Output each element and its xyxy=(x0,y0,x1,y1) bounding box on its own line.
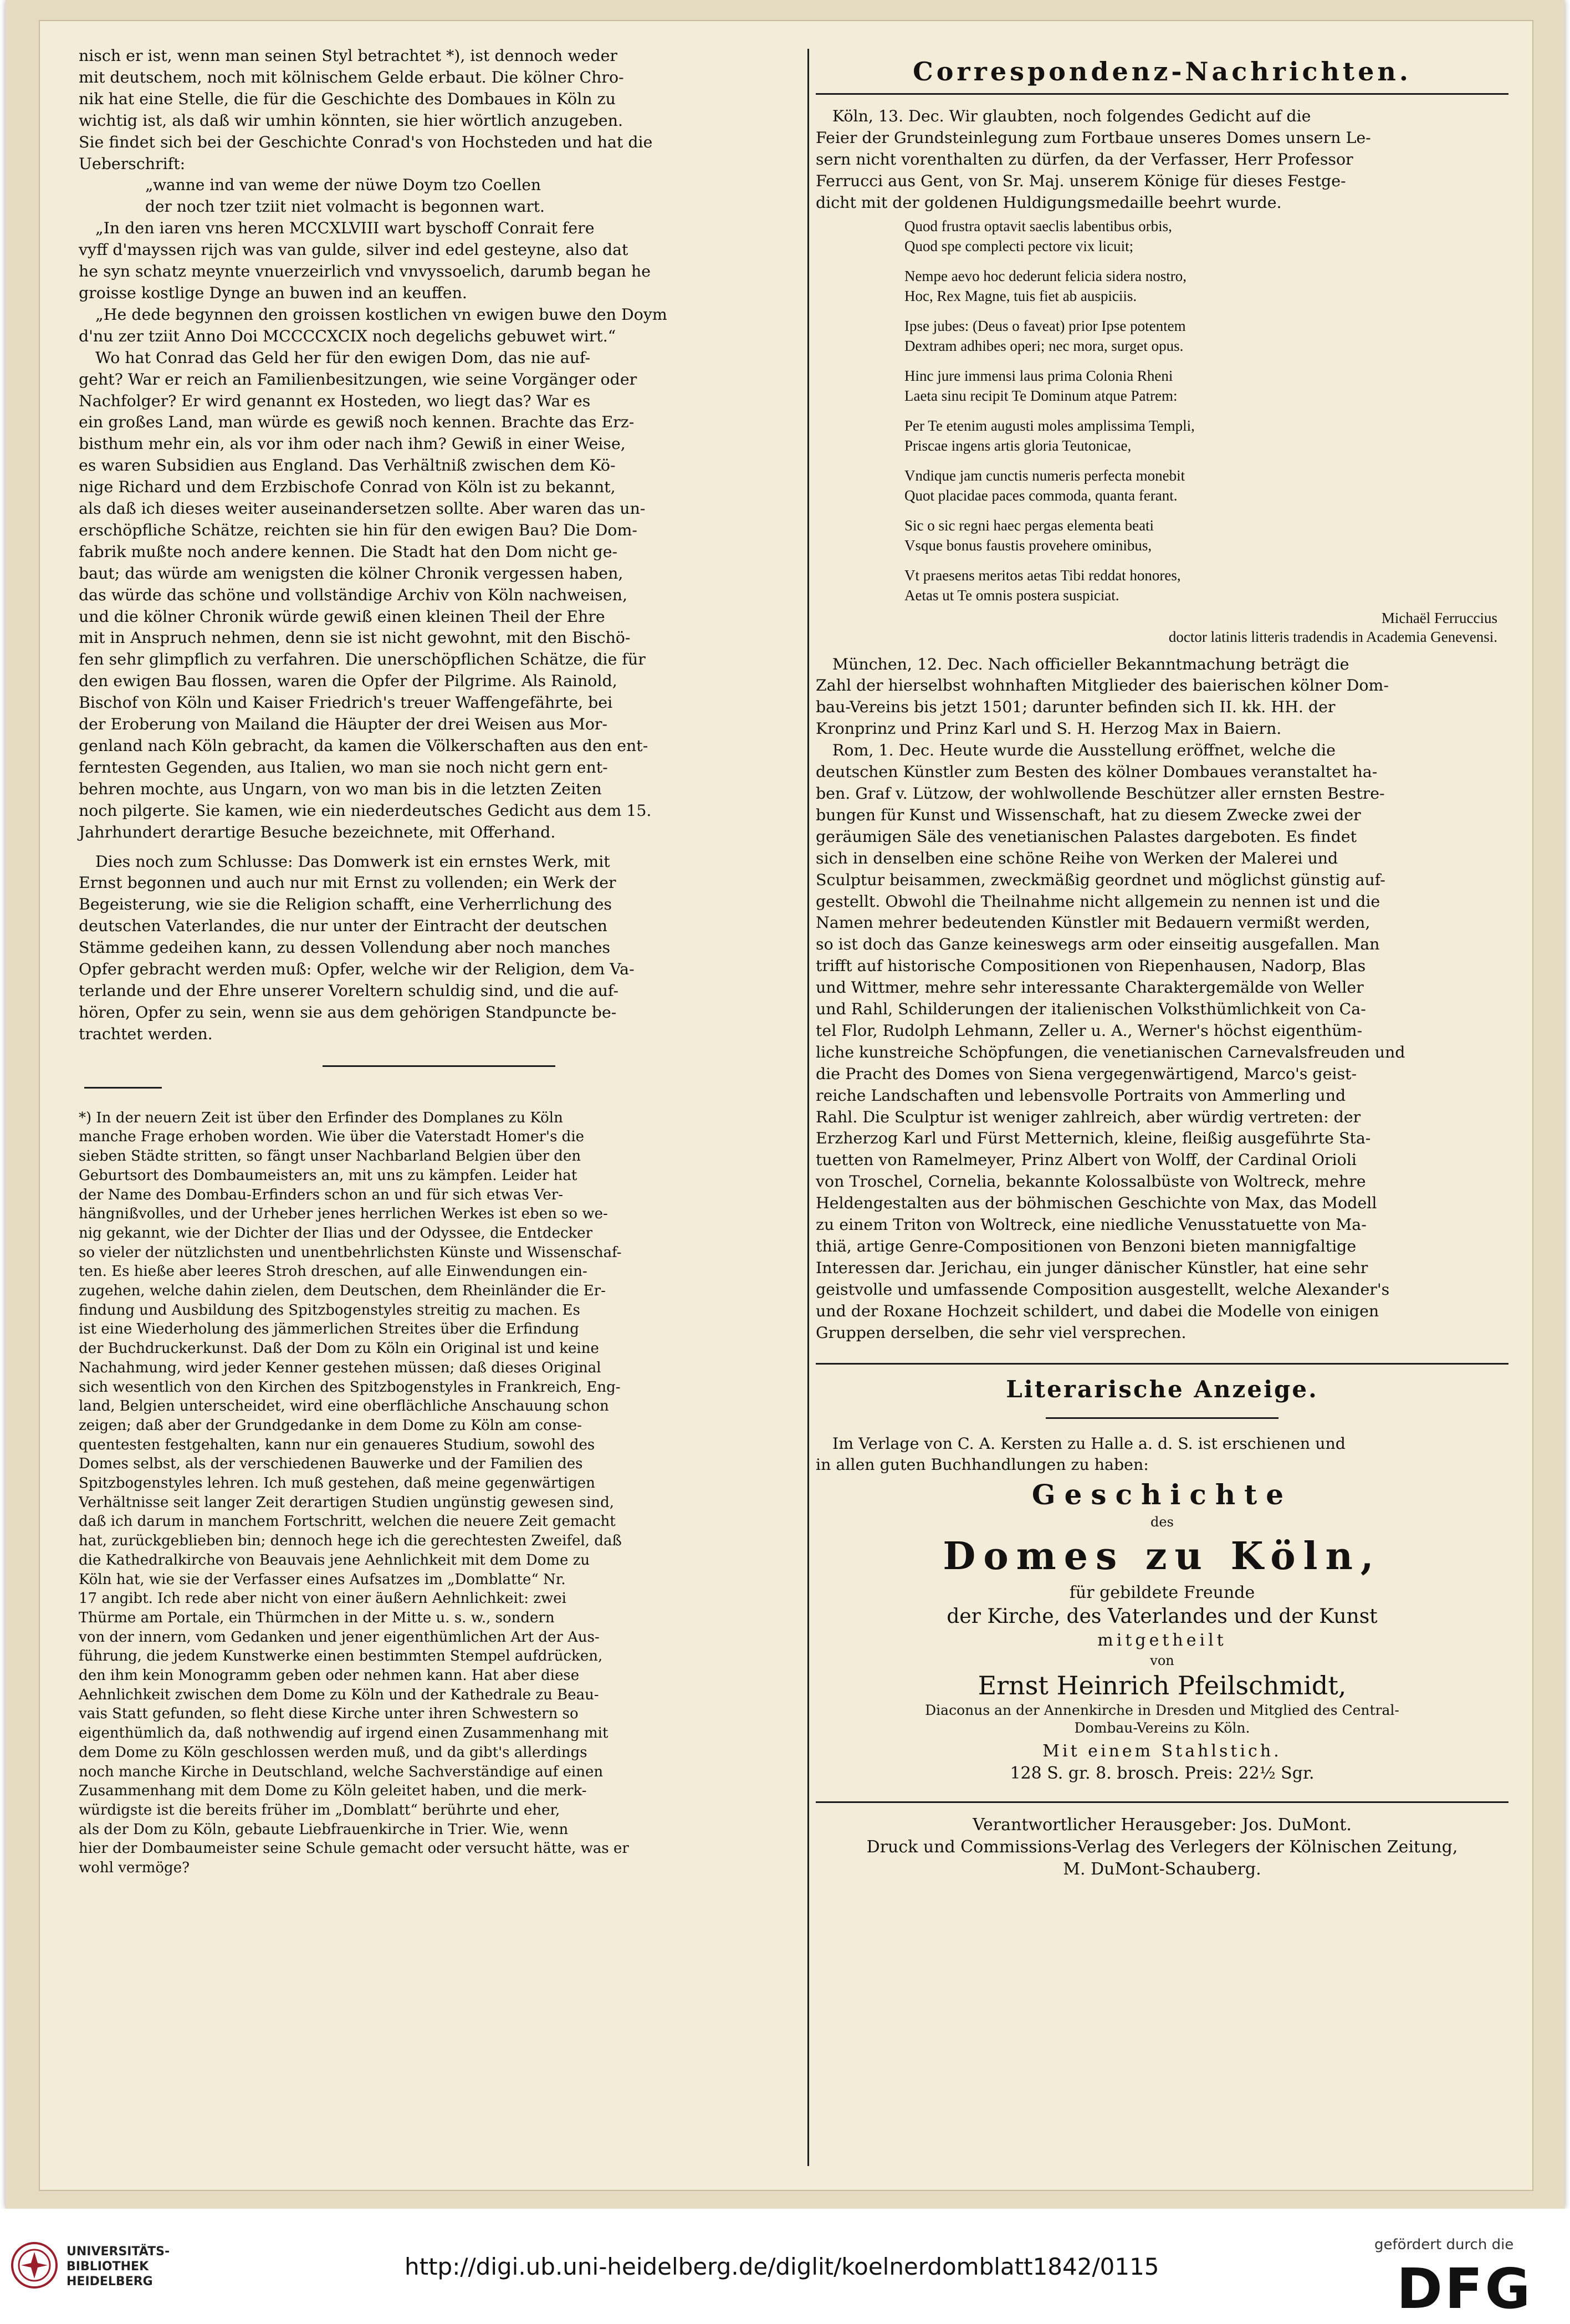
funded-by-label: gefördert durch die xyxy=(1374,2236,1514,2253)
footnote: *) In der neuern Zeit ist über den Erfinder des Domplanes zu Köln manche Frage erhoben worden. Wie über die Vaterstadt Homer's die sieben Städte stritten, so fängt unser Nachbarland Belgien über den Geburtsort des Dombaumeisters an, mit uns zu kämpfen. Leider hat der Name des Dombau-Erfinders schon an und für sich etwas Ver- hängnißvolles, und der Urheber jenes herrlichen Werkes ist eben so we- nig gekannt, wie der Dichter der Ilias und der Odyssee, die Entdecker so vieler der nützlichsten und unentbehrlichsten Künste und Wissenschaf- ten. Es hieße aber leeres Stroh dreschen, auf alle Einwendungen ein- zugehen, welche dahin zielen, dem Deutschen, dem Rheinländer die Er- findung und Ausbildung des Spitzbogenstyles streitig zu machen. Es ist eine Wiederholung des jämmerlichen Streites über die Erfindung der Buchdruckerkunst. Daß der Dom zu Köln ein Original ist und keine Nachahmung, wird jeder Kenner gestehen müssen; daß dieses Original sich wesentlich von den Kirchen des Spitzbogenstyles in Frankreich, Eng- land, Belgien unterscheidet, wird eine oberflächliche Anschauung schon zeigen; daß aber der Grundgedanke in dem Dome zu Köln am conse- quentesten festgehalten, kann nur ein genaueres Studium, sowohl des Domes selbst, als der verschiedenen Bauwerke und der Familien des Spitzbogenstyles lehren. Ich muß gestehen, daß meine gegenwärtigen Verhältnisse seit langer Zeit derartigen Studien ungünstig gewesen sind, daß ich darum in manchem Fortschritt, welchen die neuere Zeit gemacht hat, zurückgeblieben bin; dennoch hege ich die gerechtesten Zweifel, daß die Kathedralkirche von Beauvais jene Aehnlichkeit mit dem Dome zu Köln hat, wie sie der Verfasser eines Aufsatzes im „Domblatte“ Nr. 17 angibt. Ich rede aber nicht von einer äußern Aehnlichkeit: zwei Thürme am Portale, ein Thürmchen in der Mitte u. s. w., sondern von der innern, vom Gedanken und jener eigenthümlichen Art der Aus- führung, die jedem Kunstwerke einen bestimmten Stempel aufdrücken, den ihm kein Monogramm geben oder nehmen kann. Hat aber diese Aehnlichkeit zwischen dem Dome zu Köln und der Kathedrale zu Beau- vais Statt gefunden, so fleht diese Kirche unter ihren Schwestern so eigenthümlich da, daß nothwendig auf irgend einen Zusammenhang mit dem Dome zu Köln geschlossen werden muß, und da gibt's allerdings noch manche Kirche in Deutschland, welche Sachverständige auf einen Zusammenhang mit dem Dome zu Köln geleitet haben, und die merk- würdigste ist die bereits früher im „Domblatt“ berührte und eher, als der Dom zu Köln, gebaute Liebfrauenkirche in Trier. Wie, wenn hier der Dombaumeister seine Schule gemacht oder versucht hätte, was er wohl vermöge? xyxy=(79,1109,629,1877)
rom-report: Rom, 1. Dec. Heute wurde die Ausstellung eröffnet, welche die deutschen Künstler zum Besten des kölner Dombaues veranstaltet ha- ben. Graf v. Lützow, der wohlwollende Beschützer aller ernsten Bestre- bungen für Kunst und Wissenschaft, hat zu diesem Zwecke zwei der geräumigen Säle des venetianischen Palastes dargeboten. Es findet sich in denselben eine schöne Reihe von Werken der Malerei und Sculptur beisammen, zweckmäßig geordnet und möglichst günstig auf- gestellt. Obwohl die Theilnahme nicht allgemein zu nennen ist und die Namen mehrer bedeutenden Künstler mit Bedauern vermißt werden, so ist doch das Ganze keineswegs arm oder einseitig ausgefallen. Man trifft auf historische Compositionen von Riepenhausen, Nadorp, Blas und Wittmer, mehre sehr interessante Charaktergemälde von Weller und Rahl, Schilderungen der italienischen Volksthümlichkeit von Ca- tel Flor, Rudolph Lehmann, Zeller u. A., Werner's höchst eigenthüm- liche kunstreiche Schöpfungen, die venetianischen Carnevalsfreuden und die Pracht des Domes von Siena vergegenwärtigend, Marco's geist- reiche Landschaften und lebensvolle Portraits von Ammerling und Rahl. Die Sculptur ist weniger zahlreich, aber würdig vertreten: der Erzherzog Karl und Fürst Metternich, kleine, fleißig ausgeführte Sta- tuetten von Ramelmeyer, Prinz Albert von Wolff, der Cardinal Orioli von Troschel, Cornelia, bekannte Kolossalbüste von Woltreck, mehre Heldengestalten aus der böhmischen Geschichte von Max, das Modell zu einem Triton von Woltreck, eine niedliche Venusstatuette von Ma- thiä, artige Genre-Compositionen von Benzoni bieten mannigfaltige Interessen dar. Jerichau, ein junger dänischer Künstler, hat eine sehr geistvolle und umfassende Composition ausgestellt, welche Alexander's und der Roxane Hochzeit schildert, und dabei die Modelle von einigen Gruppen derselben, die sehr viel versprechen. xyxy=(816,741,1405,1342)
ad-intro: Im Verlage von C. A. Kersten zu Halle a. d. S. ist erschienen und in allen guten Buchhandlungen zu haben: xyxy=(816,1434,1346,1474)
logo-line-1: UNIVERSITÄTS- xyxy=(67,2245,170,2259)
koeln-report: Köln, 13. Dec. Wir glaubten, noch folgendes Gedicht auf die Feier der Grundsteinlegung zum Fortbaue unseres Domes unsern Le- sern nicht vorenthalten zu dürfen, da der Verfasser, Herr Professor Ferrucci aus Gent, von Sr. Maj. unserem Könige für dieses Festge- dicht mit der goldenen Huldigungsmedaille beehrt wurde. xyxy=(816,107,1371,212)
muenchen-report: München, 12. Dec. Nach officieller Bekanntmachung beträgt die Zahl der hierselbst wohnhaften Mitglieder des baierischen kölner Dom- bau-Vereins bis jetzt 1501; darunter befinden sich II. kk. HH. der Kronprinz und Prinz Karl und S. H. Herzog Max in Baiern. xyxy=(816,655,1389,738)
correspondence-heading: Correspondenz-Nachrichten. xyxy=(913,57,1412,86)
book-title-geschichte: Geschichte xyxy=(1031,1478,1293,1511)
book-subtitle-kirche: der Kirche, des Vaterlandes und der Kunst xyxy=(947,1605,1378,1628)
latin-stanza: Hinc jure immensi laus prima Colonia Rheni Laeta sinu recipit Te Dominum atque Patrem: xyxy=(904,367,1178,404)
book-price: 128 S. gr. 8. brosch. Preis: 22½ Sgr. xyxy=(1010,1764,1315,1784)
book-von: von xyxy=(1150,1653,1174,1669)
latin-stanza: Vt praesens meritos aetas Tibi reddat honores, Aetas ut Te omnis postera suspiciat. xyxy=(904,566,1181,604)
heading-rule xyxy=(816,93,1508,95)
left-column xyxy=(79,45,799,1878)
viewer-footer xyxy=(0,2209,1570,2324)
latin-stanza: Sic o sic regni haec pergas elementa beati Vsque bonus faustis provehere ominibus, xyxy=(904,517,1154,554)
latin-stanza: Ipse jubes: (Deus o faveat) prior Ipse potentem Dextram adhibes operi; nec mora, surget opus. xyxy=(904,317,1186,354)
printer-name: M. DuMont-Schauberg. xyxy=(1063,1860,1261,1879)
literary-heading: Literarische Anzeige. xyxy=(1006,1375,1318,1403)
book-stahlstich: Mit einem Stahlstich. xyxy=(1042,1741,1282,1761)
latin-stanza: Nempe aevo hoc dederunt felicia sidera nostro, Hoc, Rex Magne, tuis fiet ab auspiciis. xyxy=(904,267,1187,304)
book-mitgetheilt: mitgetheilt xyxy=(1097,1631,1227,1651)
university-library-logo[interactable] xyxy=(11,2236,177,2297)
logo-line-2: BIBLIOTHEK xyxy=(67,2260,149,2274)
book-advertisement xyxy=(816,1478,1508,1785)
book-subtitle-fuer: für gebildete Freunde xyxy=(1069,1583,1255,1603)
editor-line: Verantwortlicher Herausgeber: Jos. DuMont. xyxy=(973,1815,1352,1835)
latin-stanza: Per Te etenim augusti moles amplissima Templi, Priscae ingens artis gloria Teutonicae, xyxy=(904,417,1195,454)
column-divider xyxy=(807,49,809,2166)
book-title-domes: Domes zu Köln, xyxy=(943,1534,1382,1579)
closing-paragraph: Dies noch zum Schlusse: Das Domwerk ist ein ernstes Werk, mit Ernst begonnen und auch nur mit Ernst zu vollenden; ein Werk der Begeisterung, wie sie die Religion schafft, eine Verherrlichung des deutschen Vaterlandes, die nur unter der Eintracht der deutschen Stämme gedeihen kann, zu dessen Vollendung aber noch manches Opfer gebracht werden muß: Opfer, welche wir der Religion, dem Va- terlande und der Ehre unserer Voreltern schuldig sind, und die auf- hören, Opfer zu sein, wenn sie aus dem gehörigen Standpuncte be- trachtet werden. xyxy=(79,852,635,1043)
conrad-paragraph: Wo hat Conrad das Geld her für den ewigen Dom, das nie auf- geht? War er reich an Familienbesitzungen, wie seine Vorgänger oder Nachfolger? Er wird genannt ex Hosteden, wo liegt das? War es ein großes Land, man würde es gewiß noch kennen. Brachte das Erz- bisthum mehr ein, als vor ihm oder nach ihm? Gewiß in einer Weise, es waren Subsidien aus England. Das Verhältniß zwischen dem Kö- nige Richard und dem Erzbischofe Conrad von Köln ist zu bekannt, als daß ich dieses weiter auseinandersetzen sollte. Aber waren das un- erschöpfliche Schätze, reichten sie hin für den ewigen Bau? Die Dom- fabrik mußte noch andere kennen. Die Stadt hat den Dom nicht ge- baut; das würde am wenigsten die kölner Chronik vergessen haben, das würde das schöne und vollständige Archiv von Köln nachweisen, und die kölner Chronik würde gewiß einen kleinen Theil der Ehre mit in Anspruch nehmen, denn sie ist nicht gewohnt, mit den Bischö- fen sehr glimpflich zu verfahren. Die unerschöpflichen Schätze, die für den ewigen Bau flossen, waren die Opfer der Pilgrime. Als Rainold, Bischof von Köln und Kaiser Friedrich's treuer Waffengefährte, bei der Eroberung von Mailand die Häupter der drei Weisen aus Mor- genland nach Köln gebracht, da kamen die Völkerschaften aus den ent- ferntesten Gegenden, aus Italien, wo man sie noch nicht gern ent- behren mochte, aus Ungarn, von wo man bis in die letzten Zeiten noch pilgerte. Sie kamen, wie ein niederdeutsches Gedicht aus dem 15. Jahrhundert derartige Besuche bezeichnete, mit Offerhand. xyxy=(79,348,652,841)
column-end-rule xyxy=(323,1065,555,1067)
dfg-logo[interactable]: DFG xyxy=(1397,2256,1533,2321)
chronicle-verse: „wanne ind van weme der nüwe Doym tzo Coellen der noch tzer tziit niet volmacht is begonnen wart. xyxy=(145,176,545,216)
latin-stanza: Quod frustra optavit saeclis labentibus orbis, Quod spe complecti pectore vix licuit; xyxy=(904,217,1172,254)
poem-attribution: Michaël Ferruccius doctor latinis litteris tradendis in Academia Genevensi. xyxy=(1168,609,1497,645)
printer-line: Druck und Commissions-Verlag des Verlegers der Kölnischen Zeitung, xyxy=(866,1837,1458,1857)
right-column xyxy=(816,45,1508,1881)
chronicle-quote-1: „In den iaren vns heren MCCXLVIII wart byschoff Conrait fere vyff d'mayssen rijch was van gulde, silver ind edel gesteyne, also dat he syn schatz meynte vnuerzeirlich vnd vnvyssoelich, darumb began he groisse kostlige Dynge an buwen ind an keuffen. xyxy=(79,219,651,302)
chronicle-quote-2: „He dede begynnen den groissen kostlichen vn ewigen buwe den Doym d'nu zer tziit Anno Doi MCCCCXCIX noch degelichs gebuwet wirt.“ xyxy=(79,305,667,345)
latin-poem xyxy=(816,216,1508,646)
library-seal-icon xyxy=(11,2242,58,2289)
permalink-url[interactable]: http://digi.ub.uni-heidelberg.de/diglit/koelnerdomblatt1842/0115 xyxy=(405,2253,1159,2280)
section-rule xyxy=(816,1363,1508,1365)
logo-line-3: HEIDELBERG xyxy=(67,2275,153,2289)
book-author: Ernst Heinrich Pfeilschmidt, xyxy=(978,1671,1347,1701)
latin-stanza: Vndique jam cunctis numeris perfecta monebit Quot placidae paces commoda, quanta ferant. xyxy=(904,467,1185,504)
book-title-des: des xyxy=(1150,1514,1174,1530)
book-author-description: Diaconus an der Annenkirche in Dresden und Mitglied des Central- Dombau-Vereins zu Köln. xyxy=(925,1702,1399,1736)
intro-paragraph: nisch er ist, wenn man seinen Styl betrachtet *), ist dennoch weder mit deutschem, noch mit kölnischem Gelde erbaut. Die kölner Chro- nik hat eine Stelle, die für die Geschichte des Dombaues in Köln zu wichtig ist, als daß wir umhin könnten, sie hier wörtlich anzugeben. Sie findet sich bei der Geschichte Conrad's von Hochsteden und hat die Ueberschrift: xyxy=(79,47,653,173)
literary-rule xyxy=(1046,1417,1278,1419)
newspaper-page xyxy=(39,20,1533,2191)
footnote-rule xyxy=(84,1087,162,1089)
imprint-rule xyxy=(816,1801,1508,1803)
scanned-page-background xyxy=(6,0,1564,2209)
